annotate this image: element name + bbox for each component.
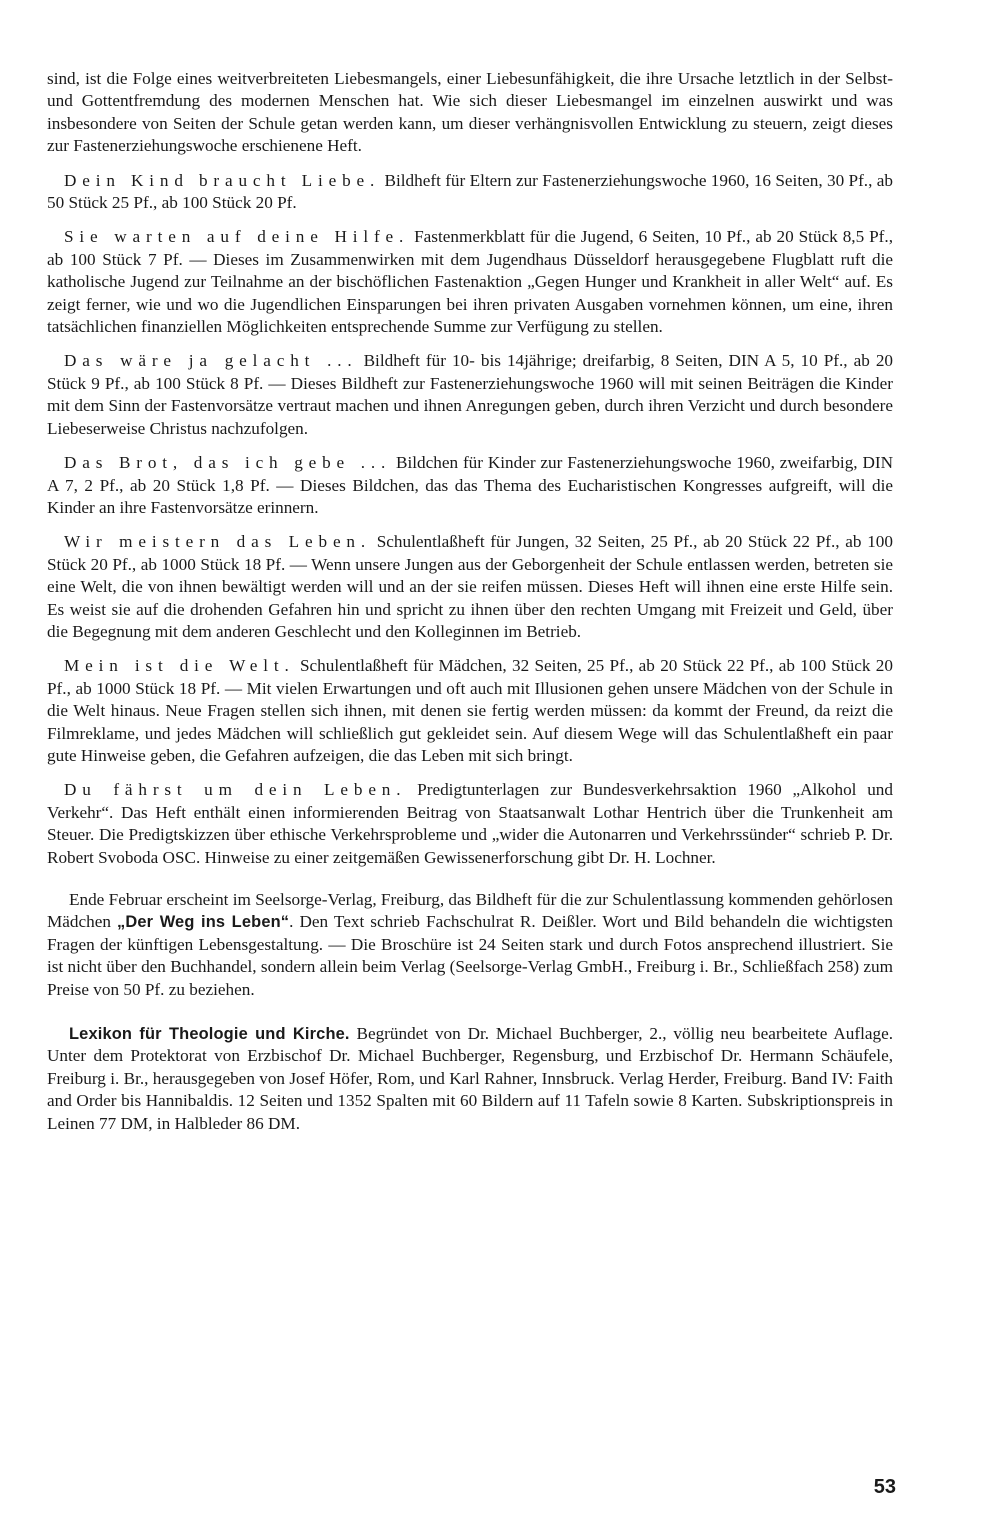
entry-das-brot [47, 452, 893, 519]
notice-text-after: . Den Text schrieb Fachschulrat R. Deißler. Wort und Bild behandeln die wichtigsten Fragen der künftigen Lebensgestaltung. — Die Broschüre ist 24 Seiten stark und durch Fotos ansprechend illustriert. Sie ist nicht über den Buchhandel, sondern allein beim Verlag (Seelsorge-Verlag GmbH., Freiburg i. Br., Schließfach 258) zum Preise von 50 Pf. zu beziehen. [47, 912, 893, 999]
intro-paragraph: sind, ist die Folge eines weitverbreiteten Liebesmangels, einer Liebesunfähigkeit, die ihre Ursache letztlich in der Selbst- und Gottentfremdung des modernen Menschen hat. Wie sich dieser Liebesmangel im einzelnen auswirkt und was insbesondere von Seiten der Schule getan werden kann, um dieser verhängnisvollen Entwicklung zu steuern, zeigt dieses zur Fastenerziehungswoche erschienene Heft. [47, 69, 893, 156]
entry-wir-meistern [47, 531, 893, 643]
entry-title: Mein ist die Welt. [64, 656, 295, 676]
entry-text: Bildheft für Eltern zur Fastenerziehungswoche 1960, 16 Seiten, 30 Pf., ab 50 Stück 25 Pf., ab 100 Stück 20 Pf. [47, 170, 893, 213]
entry-text: Schulentlaßheft für Mädchen, 32 Seiten, 25 Pf., ab 20 Stück 22 Pf., ab 100 Stück 20 Pf., ab 1000 Stück 18 Pf. — Mit vielen Erwartungen und oft auch mit Illusionen gehen unsere Mädchen von der Schule in die Welt hinaus. Neue Fragen stellen sich ihnen, mit denen sie fertig werden müssen: da kommt der Freund, da reizt die Filmreklame, und jedes Mädchen will schließlich gut gekleidet sein. Auf diesem Wege will das Schulentlaßheft ein paar gute Hinweise geben, die Gefahren aufzeigen, die das Leben mit sich bringt. [47, 656, 893, 765]
lexikon-paragraph [47, 1023, 893, 1135]
notice-paragraph [47, 889, 893, 1001]
entry-text: Schulentlaßheft für Jungen, 32 Seiten, 25 Pf., ab 20 Stück 22 Pf., ab 100 Stück 20 Pf., ab 1000 Stück 18 Pf. — Wenn unsere Jungen aus der Geborgenheit der Schule entlassen werden, betreten sie eine Welt, die von ihnen bewältigt werden will und an der sie reifen müssen. Dieses Heft will ihnen eine erste Hilfe sein. Es weist sie auf die drohenden Gefahren hin und spricht zu ihnen über den rechten Umgang mit Freizeit und Geld, über die Begegnung mit dem anderen Geschlecht und den Kolleginnen im Betrieb. [47, 532, 893, 641]
entry-text: Bildchen für Kinder zur Fastenerziehungswoche 1960, zweifarbig, DIN A 7, 2 Pf., ab 20 Stück 1,8 Pf. — Dieses Bildchen, das das Thema des Eucharistischen Kongresses aufgreift, will die Kinder an ihre Fastenvorsätze erinnern. [47, 453, 893, 517]
entry-text: Bildheft für 10- bis 14jährige; dreifarbig, 8 Seiten, DIN A 5, 10 Pf., ab 20 Stück 9 Pf., ab 100 Stück 8 Pf. — Dieses Bildheft zur Fastenerziehungswoche 1960 will mit seinen Beiträgen die Kinder mit dem Sinn der Fastenvorsätze vertraut machen und ihnen Anregungen geben, durch ihren Verzicht und durch besondere Liebeserweise Christus nachzufolgen. [47, 351, 894, 438]
entry-title: Wir meistern das Leben. [64, 532, 372, 552]
entry-sie-warten [47, 226, 893, 338]
entry-dein-kind [47, 170, 893, 215]
notice-text-before: Ende Februar erscheint im Seelsorge-Verlag, Freiburg, das Bildheft für die zur Schulentlassung kommenden gehörlosen Mädchen [47, 890, 893, 932]
entry-title: Das wäre ja gelacht ... [64, 351, 358, 371]
page-number: 53 [873, 1476, 896, 1498]
lexikon-title: Lexikon für Theologie und Kirche. [69, 1025, 350, 1044]
entry-mein-ist [47, 655, 893, 767]
entry-text: Predigtunterlagen zur Bundesverkehrsaktion 1960 „Alkohol und Verkehr“. Das Heft enthält einen informierenden Beitrag von Staatsanwalt Lothar Hentrich über die Trunkenheit am Steuer. Die Predigtskizzen über ethische Verkehrsprobleme und „wider die Autonarren und Verkehrssünder“ schrieb P. Dr. Robert Svoboda OSC. Hinweise zu einer zeitgemäßen Gewissenerforschung gibt Dr. H. Lochner. [47, 780, 893, 867]
entry-text: Fastenmerkblatt für die Jugend, 6 Seiten, 10 Pf., ab 20 Stück 8,5 Pf., ab 100 Stück 7 Pf. — Dieses im Zusammenwirken mit dem Jugendhaus Düsseldorf herausgegebene Flugblatt ruft die katholische Jugend zur Teilnahme an der bischöflichen Fastenaktion „Gegen Hunger und Krankheit in aller Welt“ auf. Es zeigt ferner, wie und wo die Jugendlichen Einsparungen bei ihren privaten Ausgaben vornehmen können, um eine, ihren tatsächlichen finanziellen Möglichkeiten entsprechende Summe zur Verfügung zu stellen. [47, 227, 893, 337]
entry-title: Du fährst um dein Leben. [64, 780, 407, 800]
page-body [47, 68, 893, 1135]
entry-title: Das Brot, das ich gebe ... [64, 453, 392, 473]
entry-title: Dein Kind braucht Liebe. [64, 170, 381, 190]
entry-das-waere [47, 350, 893, 440]
lexikon-text: Begründet von Dr. Michael Buchberger, 2., völlig neu bearbeitete Auflage. Unter dem Protektorat von Erzbischof Dr. Michael Buchberger, Regensburg, und Erzbischof Dr. Hermann Schäufele, Freiburg i. Br., herausgegeben von Josef Höfer, Rom, und Karl Rahner, Innsbruck. Verlag Herder, Freiburg. Band IV: Faith and Order bis Hannibaldis. 12 Seiten und 1352 Spalten mit 60 Bildern auf 11 Tafeln sowie 8 Karten. Subskriptionspreis in Leinen 77 DM, in Halbleder 86 DM. [47, 1024, 893, 1133]
entry-title: Sie warten auf deine Hilfe. [64, 227, 410, 247]
notice-highlight: „Der Weg ins Leben“ [117, 913, 290, 932]
entry-du-faehrst [47, 779, 893, 869]
